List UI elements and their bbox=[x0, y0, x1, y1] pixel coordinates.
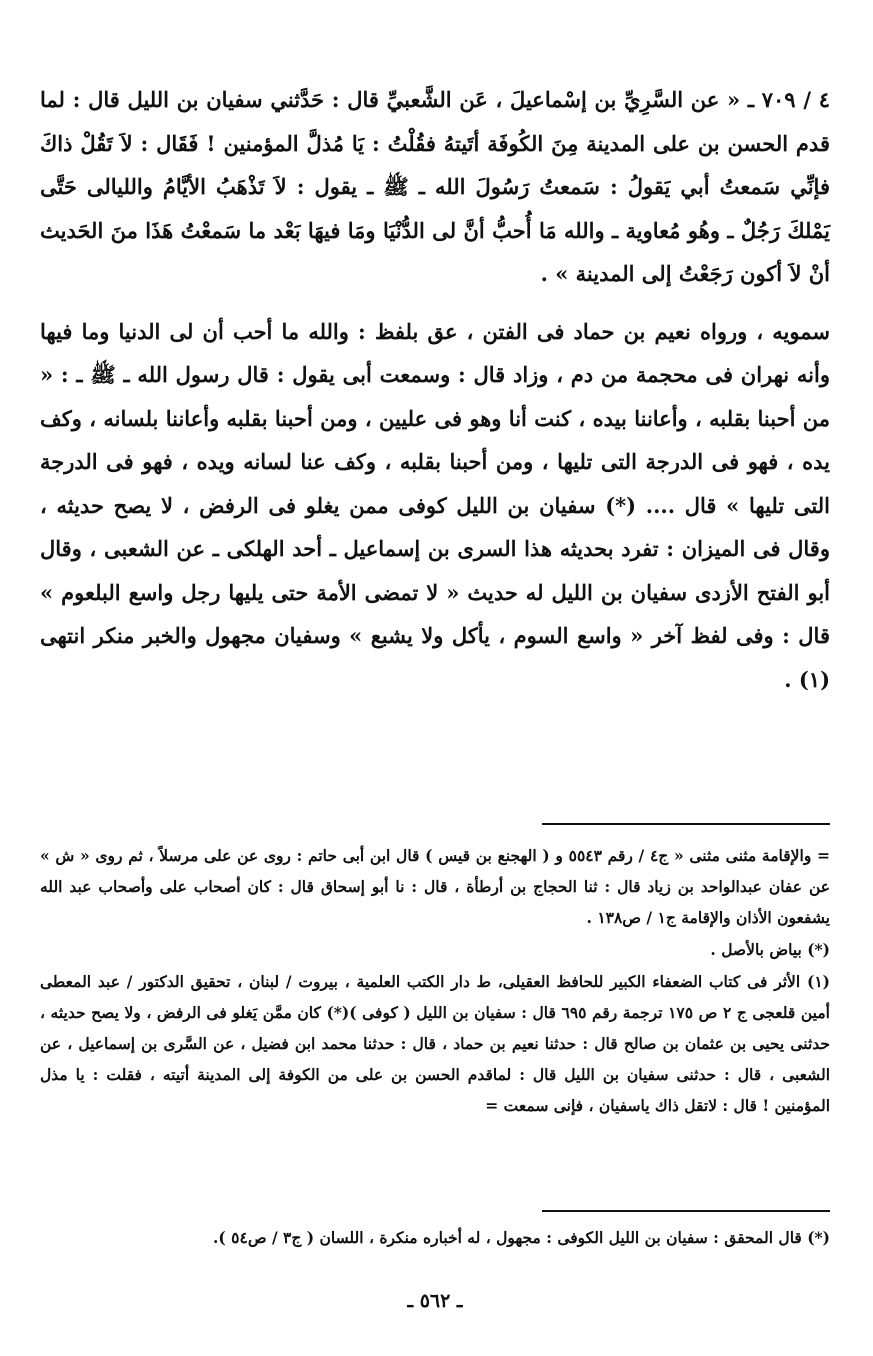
footnote-separator bbox=[542, 823, 830, 825]
main-text bbox=[40, 78, 830, 701]
commentary-paragraph: سمويه ، ورواه نعيم بن حماد فى الفتن ، عق بلفظ : والله ما أحب أن لى الدنيا وما فيها وأنه نهران فى محجمة من دم ، وزاد قال : وسمعت أبى يقول : قال رسول الله ـ ﷺ ـ : « من أحبنا بقلبه ، وأعاننا بيده ، كنت أنا وهو فى عليين ، ومن أحبنا بقلبه وأعاننا بلسانه ، وكف يده ، فهو فى الدرجة التى تليها ، ومن أحبنا بقلبه ، وكف عنا لسانه ويده ، فهو فى الدرجة التى تليها » قال .... (*) سفيان بن الليل كوفى ممن يغلو فى الرفض ، لا يصح حديثه ، وقال فى الميزان : تفرد بحديثه هذا السرى بن إسماعيل ـ أحد الهلكى ـ عن الشعبى ، وقال أبو الفتح الأزدى سفيان بن الليل له حديث « لا تمضى الأمة حتى يليها رجل واسع البلعوم » قال : وفى لفظ آخر « واسع السوم ، يأكل ولا يشبع » وسفيان مجهول والخبر منكر انتهى (١) . bbox=[40, 318, 830, 692]
footnote-star: (*) بياض بالأصل . bbox=[710, 940, 830, 959]
footnote-continuation: = والإقامة مثنى مثنى « ج٤ / رقم ٥٥٤٣ و ( الهجنع بن قيس ) قال ابن أبى حاتم : روى عن على مرسلاً ، ثم روى « ش » عن عفان عبدالواحد بن زياد قال : ثنا الحجاج بن أرطأة ، قال : نا أبو إسحاق قال : كان أصحاب على وأصحاب عبد الله يشفعون الأذان والإقامة ج١ / ص١٣٨ . bbox=[40, 846, 831, 927]
page-number: ـ ٥٦٢ ـ bbox=[407, 1290, 463, 1312]
book-page bbox=[40, 0, 830, 1356]
footnotes-block bbox=[40, 840, 830, 1121]
editor-footnote: (*) قال المحقق : سفيان بن الليل الكوفى : مجهول ، له أخباره منكرة ، اللسان ( ج٣ / ص٥٤ ). bbox=[213, 1228, 830, 1247]
footnote-separator-2 bbox=[542, 1210, 830, 1212]
editor-footnote-block bbox=[40, 1222, 830, 1253]
hadith-paragraph: ٤ / ٧٠٩ ـ « عن السَّرِيِّ بن إسْماعيلَ ، عَن الشَّعبيِّ قال : حَدَّثني سفيان بن الليل قال : لما قدم الحسن بن على المدينة مِنَ الكُوفَة أتَيتهُ فقُلْتُ : يَا مُذلَّ المؤمنين ! فَقَال : لاَ تَقُلْ ذاكَ فإنِّي سَمعتُ أبي يَقولُ : سَمعتُ رَسُولَ الله ـ ﷺ ـ يقول : لاَ تَذْهَبُ الأيَّامُ والليالى حَتَّى يَمْلكَ رَجُلٌ ـ وهُو مُعاوية ـ والله مَا أُحبُّ أنَّ لى الدُّنْيَا ومَا فيهَا بَعْد ما سَمعْتُ هَذَا منَ الحَديث أنْ لاَ أكون رَجَعْتُ إلى المدينة » . bbox=[40, 87, 830, 286]
footnote-1: (١) الأثر فى كتاب الضعفاء الكبير للحافظ العقيلى، ط دار الكتب العلمية ، بيروت / لبنان ، تحقيق الدكتور / عبد المعطى أمين قلعجى ج ٢ ص ١٧٥ ترجمة رقم ٦٩٥ قال : سفيان بن الليل ( كوفى )(*) كان ممَّن يَغلو فى الرفض ، ولا يصح حديثه ، حدثنى يحيى بن عثمان بن صالح قال : حدثنا نعيم بن حماد ، قال : حدثنا محمد ابن فضيل ، عن السَّرى بن إسماعيل ، عن الشعبى ، قال : حدثنى سفيان بن الليل قال : لماقدم الحسن بن على من الكوفة إلى المدينة أتيته ، فقلت : يا مذل المؤمنين ! قال : لاتقل ذاك ياسفيان ، فإنى سمعت = bbox=[40, 972, 830, 1115]
